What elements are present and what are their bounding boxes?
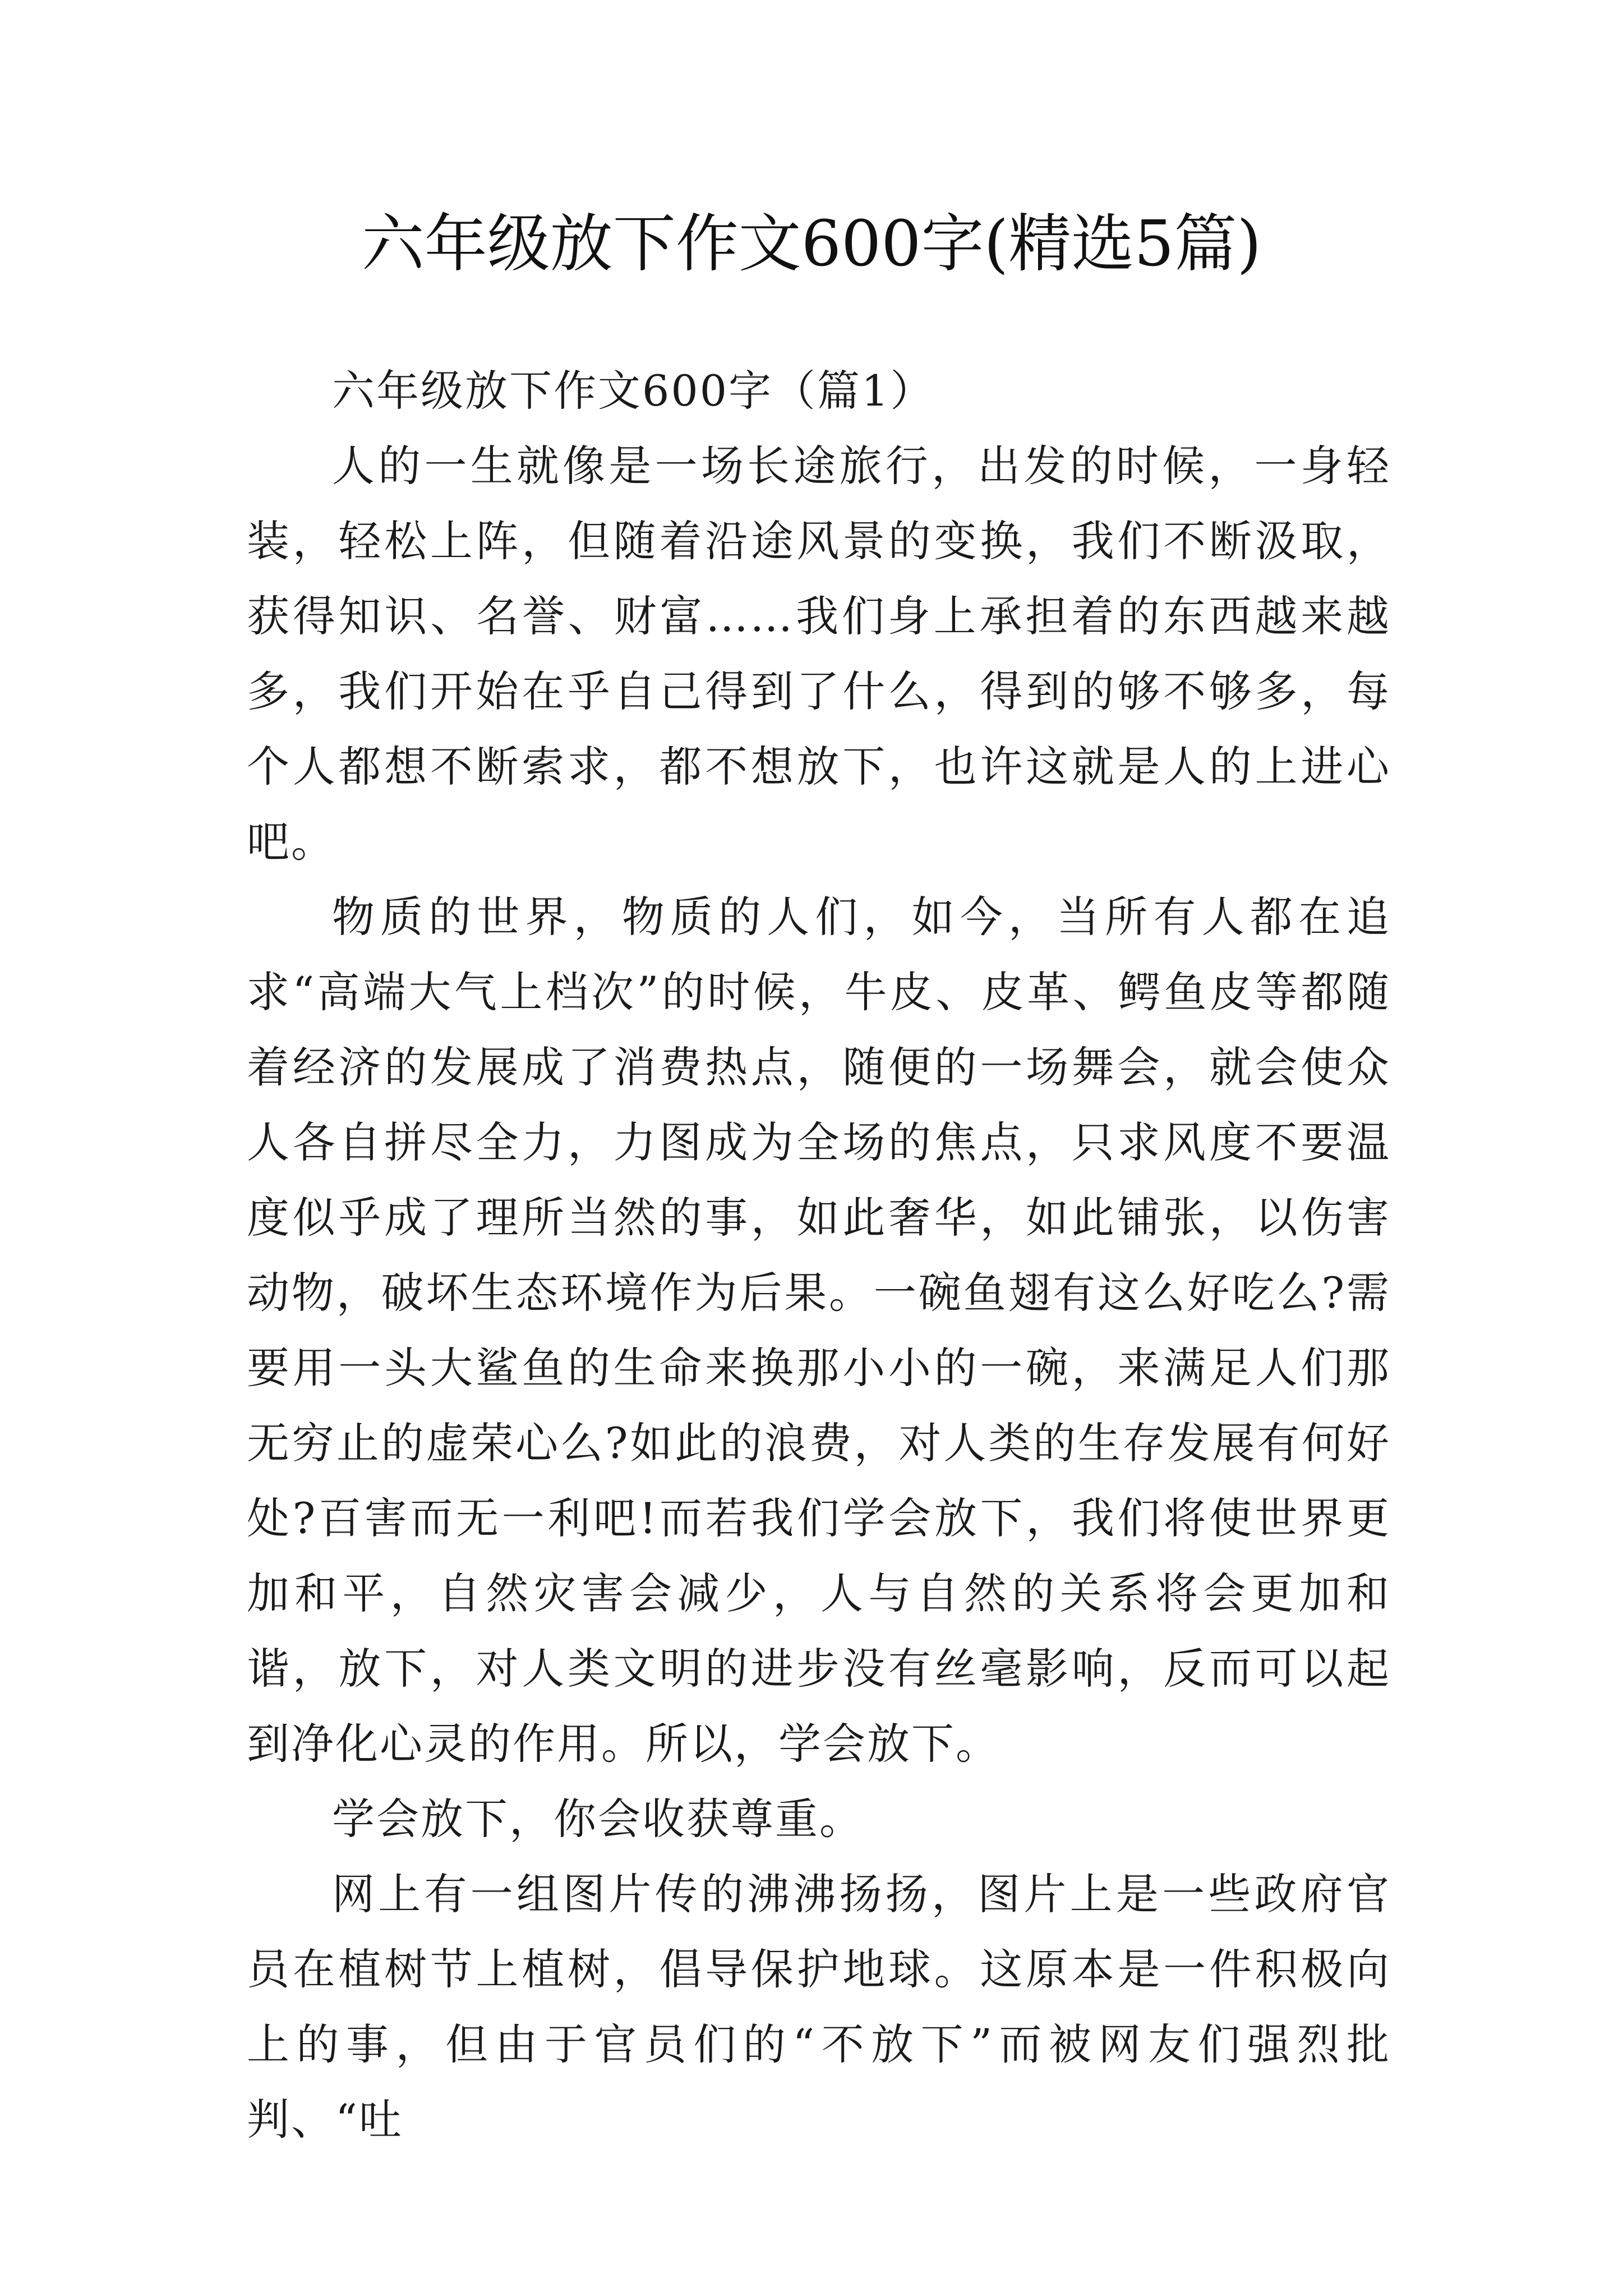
document-title: 六年级放下作文600字(精选5篇) [361, 208, 1262, 280]
paragraph: 人的一生就像是一场长途旅行，出发的时候，一身轻装，轻松上阵，但随着沿途风景的变换，我们不断汲取，获得知识、名誉、财富……我们身上承担着的东西越来越多，我们开始在乎自己得到了什么，得到的够不够多，每个人都想不断索求，都不想放下，也许这就是人的上进心吧。 [247, 441, 1391, 867]
paragraph: 学会放下，你会收获尊重。 [332, 1794, 864, 1844]
paragraph: 物质的世界，物质的人们，如今，当所有人都在追求“高端大气上档次”的时候，牛皮、皮革、鳄鱼皮等都随着经济的发展成了消费热点，随便的一场舞会，就会使众人各自拼尽全力，力图成为全场的焦点，只求风度不要温度似乎成了理所当然的事，如此奢华，如此铺张，以伤害动物，破坏生态环境作为后果。一碗鱼翅有这么好吃么?需要用一头大鲨鱼的生命来换那小小的一碗，来满足人们那无穷止的虚荣心么?如此的浪费，对人类的生存发展有何好处?百害而无一利吧!而若我们学会放下，我们将使世界更加和平，自然灾害会减少，人与自然的关系将会更加和谐，放下，对人类文明的进步没有丝毫影响，反而可以起到净化心灵的作用。所以，学会放下。 [247, 892, 1391, 1769]
paragraph: 网上有一组图片传的沸沸扬扬，图片上是一些政府官员在植树节上植树，倡导保护地球。这原本是一件积极向上的事，但由于官员们的“不放下”而被网友们强烈批判、“吐 [247, 1869, 1391, 2145]
section-heading: 六年级放下作文600字（篇1） [332, 366, 935, 416]
document-body [247, 353, 1391, 2157]
